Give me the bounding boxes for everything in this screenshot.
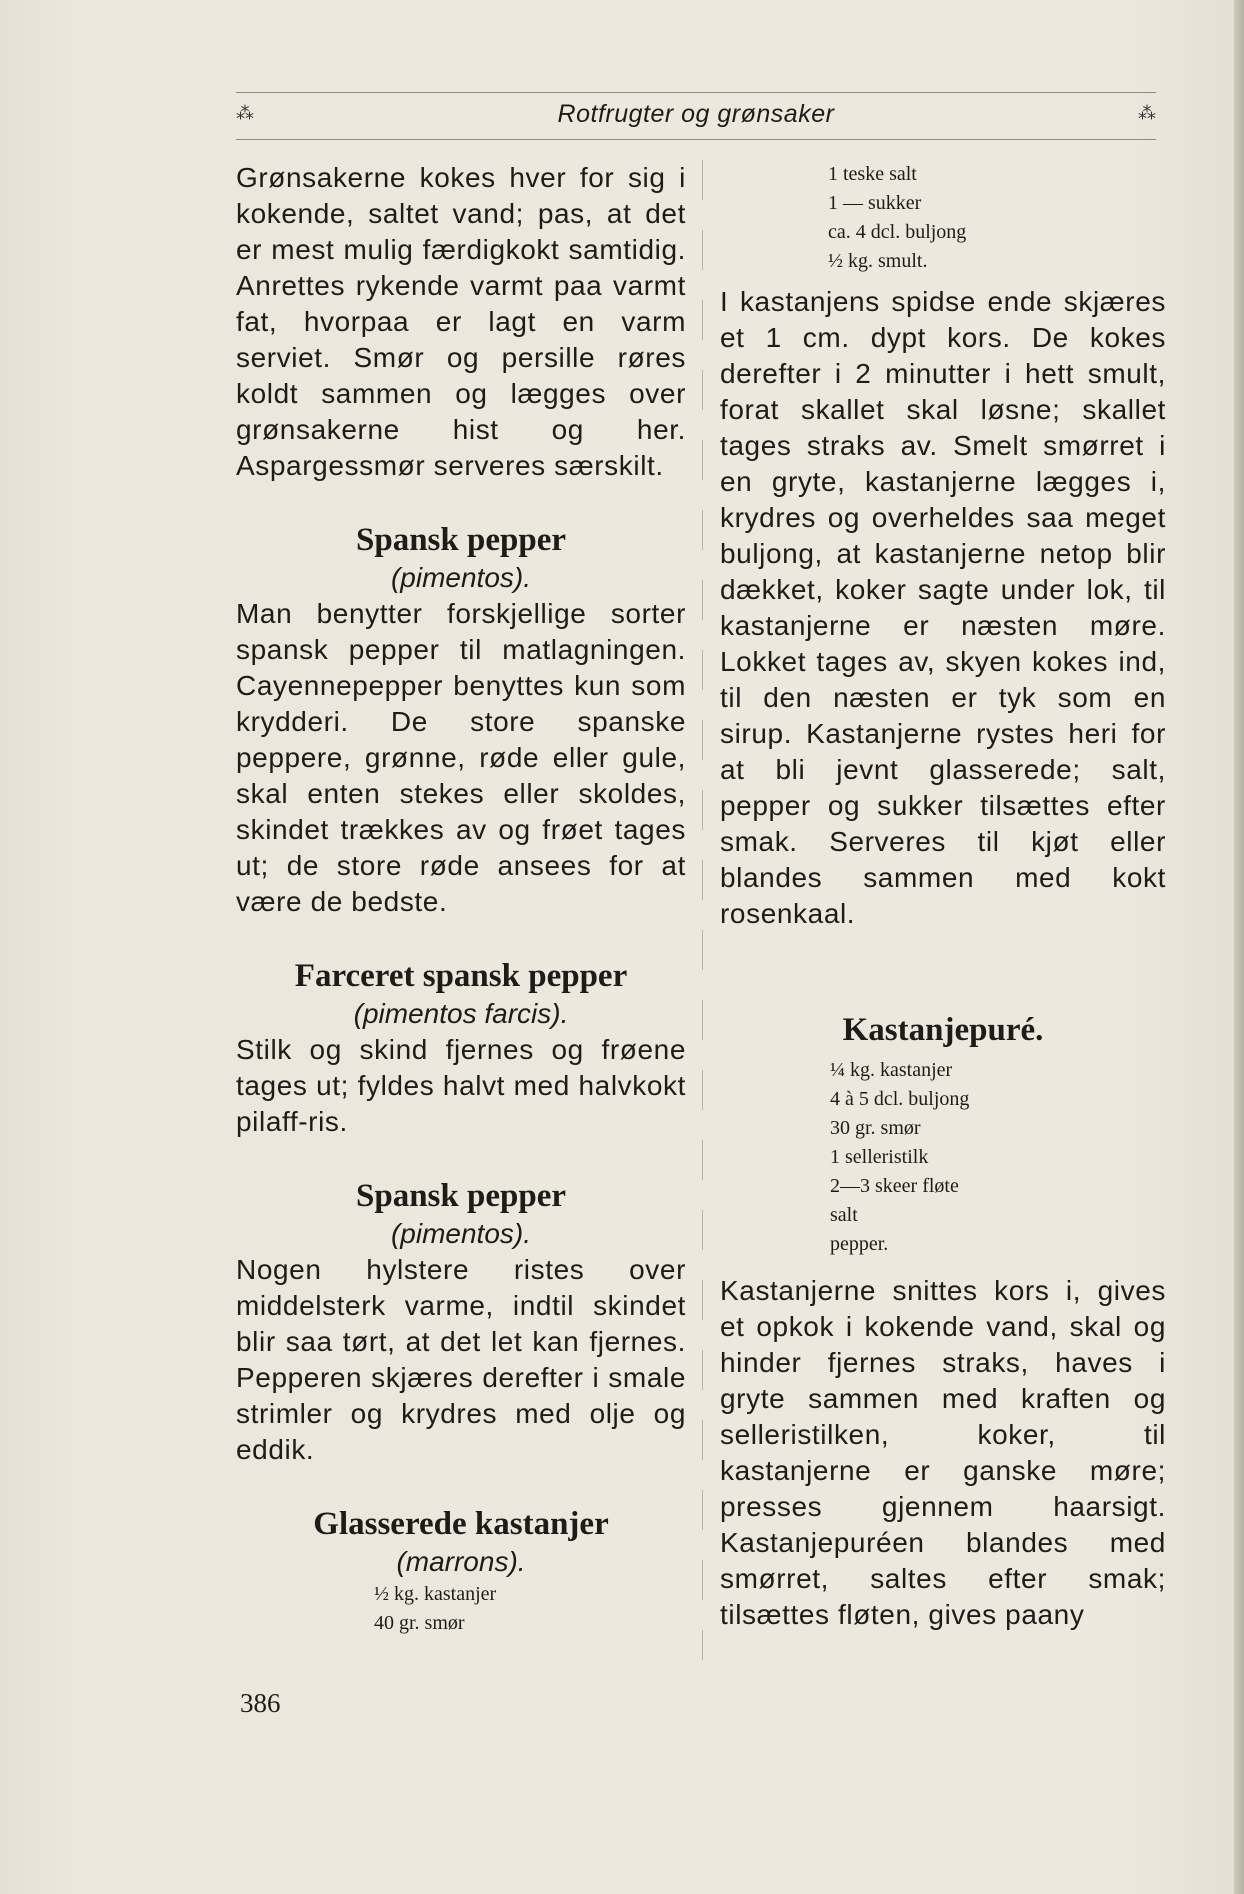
ingredient-list-glasserede <box>236 1580 686 1638</box>
ingredient-item: 30 gr. smør <box>830 1117 921 1139</box>
page-spine-edge <box>1234 0 1244 1894</box>
ingredient-item: ½ kg. kastanjer <box>374 1583 497 1605</box>
right-column <box>720 160 1166 1633</box>
section-text-glasserede-kastanjer: I kastanjens spidse ende skjæres et 1 cm. dypt kors. De kokes derefter i 2 minutter i hett smult, forat skallet skal løsne; skallet tages straks av. Smelt smørret i en gryte, kastanjerne lægges i, krydres og overheldes saa meget buljong, at kastanjerne netop blir dækket, koker sagte under lok, til kastanjerne er næsten møre. Lokket tages av, skyen kokes ind, til den næsten er tyk som en sirup. Kastanjerne rystes heri for at bli jevnt glasserede; salt, pepper og sukker tilsættes efter smak. Serveres til kjøt eller blandes sammen med kokt rosenkaal. <box>720 286 1166 929</box>
section-title-farceret-spansk-pepper: Farceret spansk pepper <box>294 958 628 994</box>
ingredient-item: 4 à 5 dcl. buljong <box>830 1088 970 1110</box>
section-title-glasserede-kastanjer: Glasserede kastanjer <box>313 1506 609 1542</box>
page-number: 386 <box>240 1688 281 1718</box>
section-title-kastanjepure: Kastanjepuré. <box>842 1012 1044 1048</box>
ingredient-list-kastanjepure <box>720 1056 1166 1259</box>
ingredient-item: 1 teske salt <box>828 163 917 185</box>
section-subtitle-pimentos-2: (pimentos). <box>390 1218 532 1249</box>
ingredient-item: ca. 4 dcl. buljong <box>828 221 967 243</box>
section-text-kastanjepure: Kastanjerne snittes kors i, gives et opkok i kokende vand, skal og hinder fjernes straks, haves i gryte sammen med kraften og selleristilken, koker, til kastanjerne er ganske møre; presses gjennem haarsigt. Kastanjepuréen blandes med smørret, saltes efter smak; tilsættes fløten, gives paany <box>720 1275 1166 1630</box>
ornament-left-icon: ⁂ <box>236 103 254 123</box>
running-header-title: Rotfrugter og grønsaker <box>557 100 835 128</box>
column-divider <box>702 160 703 1660</box>
section-subtitle-pimentos-farcis: (pimentos farcis). <box>353 998 569 1029</box>
section-title-spansk-pepper: Spansk pepper <box>355 522 566 558</box>
ingredient-item: pepper. <box>830 1233 889 1255</box>
ingredient-item: ½ kg. smult. <box>828 250 928 272</box>
running-header <box>236 92 1156 140</box>
section-subtitle-marrons: (marrons). <box>396 1546 526 1577</box>
ingredient-item: 40 gr. smør <box>374 1612 465 1634</box>
intro-paragraph: Grønsakerne kokes hver for sig i kokende, saltet vand; pas, at det er mest mulig færdigkokt samtidig. Anrettes rykende varmt paa varmt fat, hvorpaa er lagt en varm serviet. Smør og persille røres koldt sammen og lægges over grønsakerne hist og her. Aspargessmør serveres særskilt. <box>236 162 686 481</box>
ingredient-item: salt <box>830 1204 858 1226</box>
ingredient-item: 1 selleristilk <box>830 1146 929 1168</box>
ingredient-item: ¼ kg. kastanjer <box>830 1059 953 1081</box>
section-title-spansk-pepper-2: Spansk pepper <box>355 1178 566 1214</box>
ingredient-item: 1 — sukker <box>828 192 922 214</box>
ornament-right-icon: ⁂ <box>1138 103 1156 123</box>
section-text-spansk-pepper-2: Nogen hylstere ristes over middelsterk varme, indtil skindet blir saa tørt, at det let kan fjernes. Pepperen skjæres derefter i smale strimler og krydres med olje og eddik. <box>236 1254 686 1465</box>
ingredient-list-continued <box>720 160 1166 276</box>
ingredient-item: 2—3 skeer fløte <box>830 1175 959 1197</box>
left-column <box>236 160 686 1638</box>
section-text-spansk-pepper: Man benytter forskjellige sorter spansk pepper til matlagningen. Cayennepepper benyttes kun som krydderi. De store spanske peppere, grønne, røde eller gule, skal enten stekes eller skoldes, skindet trækkes av og frøet tages ut; de store røde ansees for at være de bedste. <box>236 598 686 917</box>
section-subtitle-pimentos: (pimentos). <box>390 562 532 593</box>
section-text-farceret-spansk-pepper: Stilk og skind fjernes og frøene tages ut; fyldes halvt med halvkokt pilaff-ris. <box>236 1034 686 1137</box>
